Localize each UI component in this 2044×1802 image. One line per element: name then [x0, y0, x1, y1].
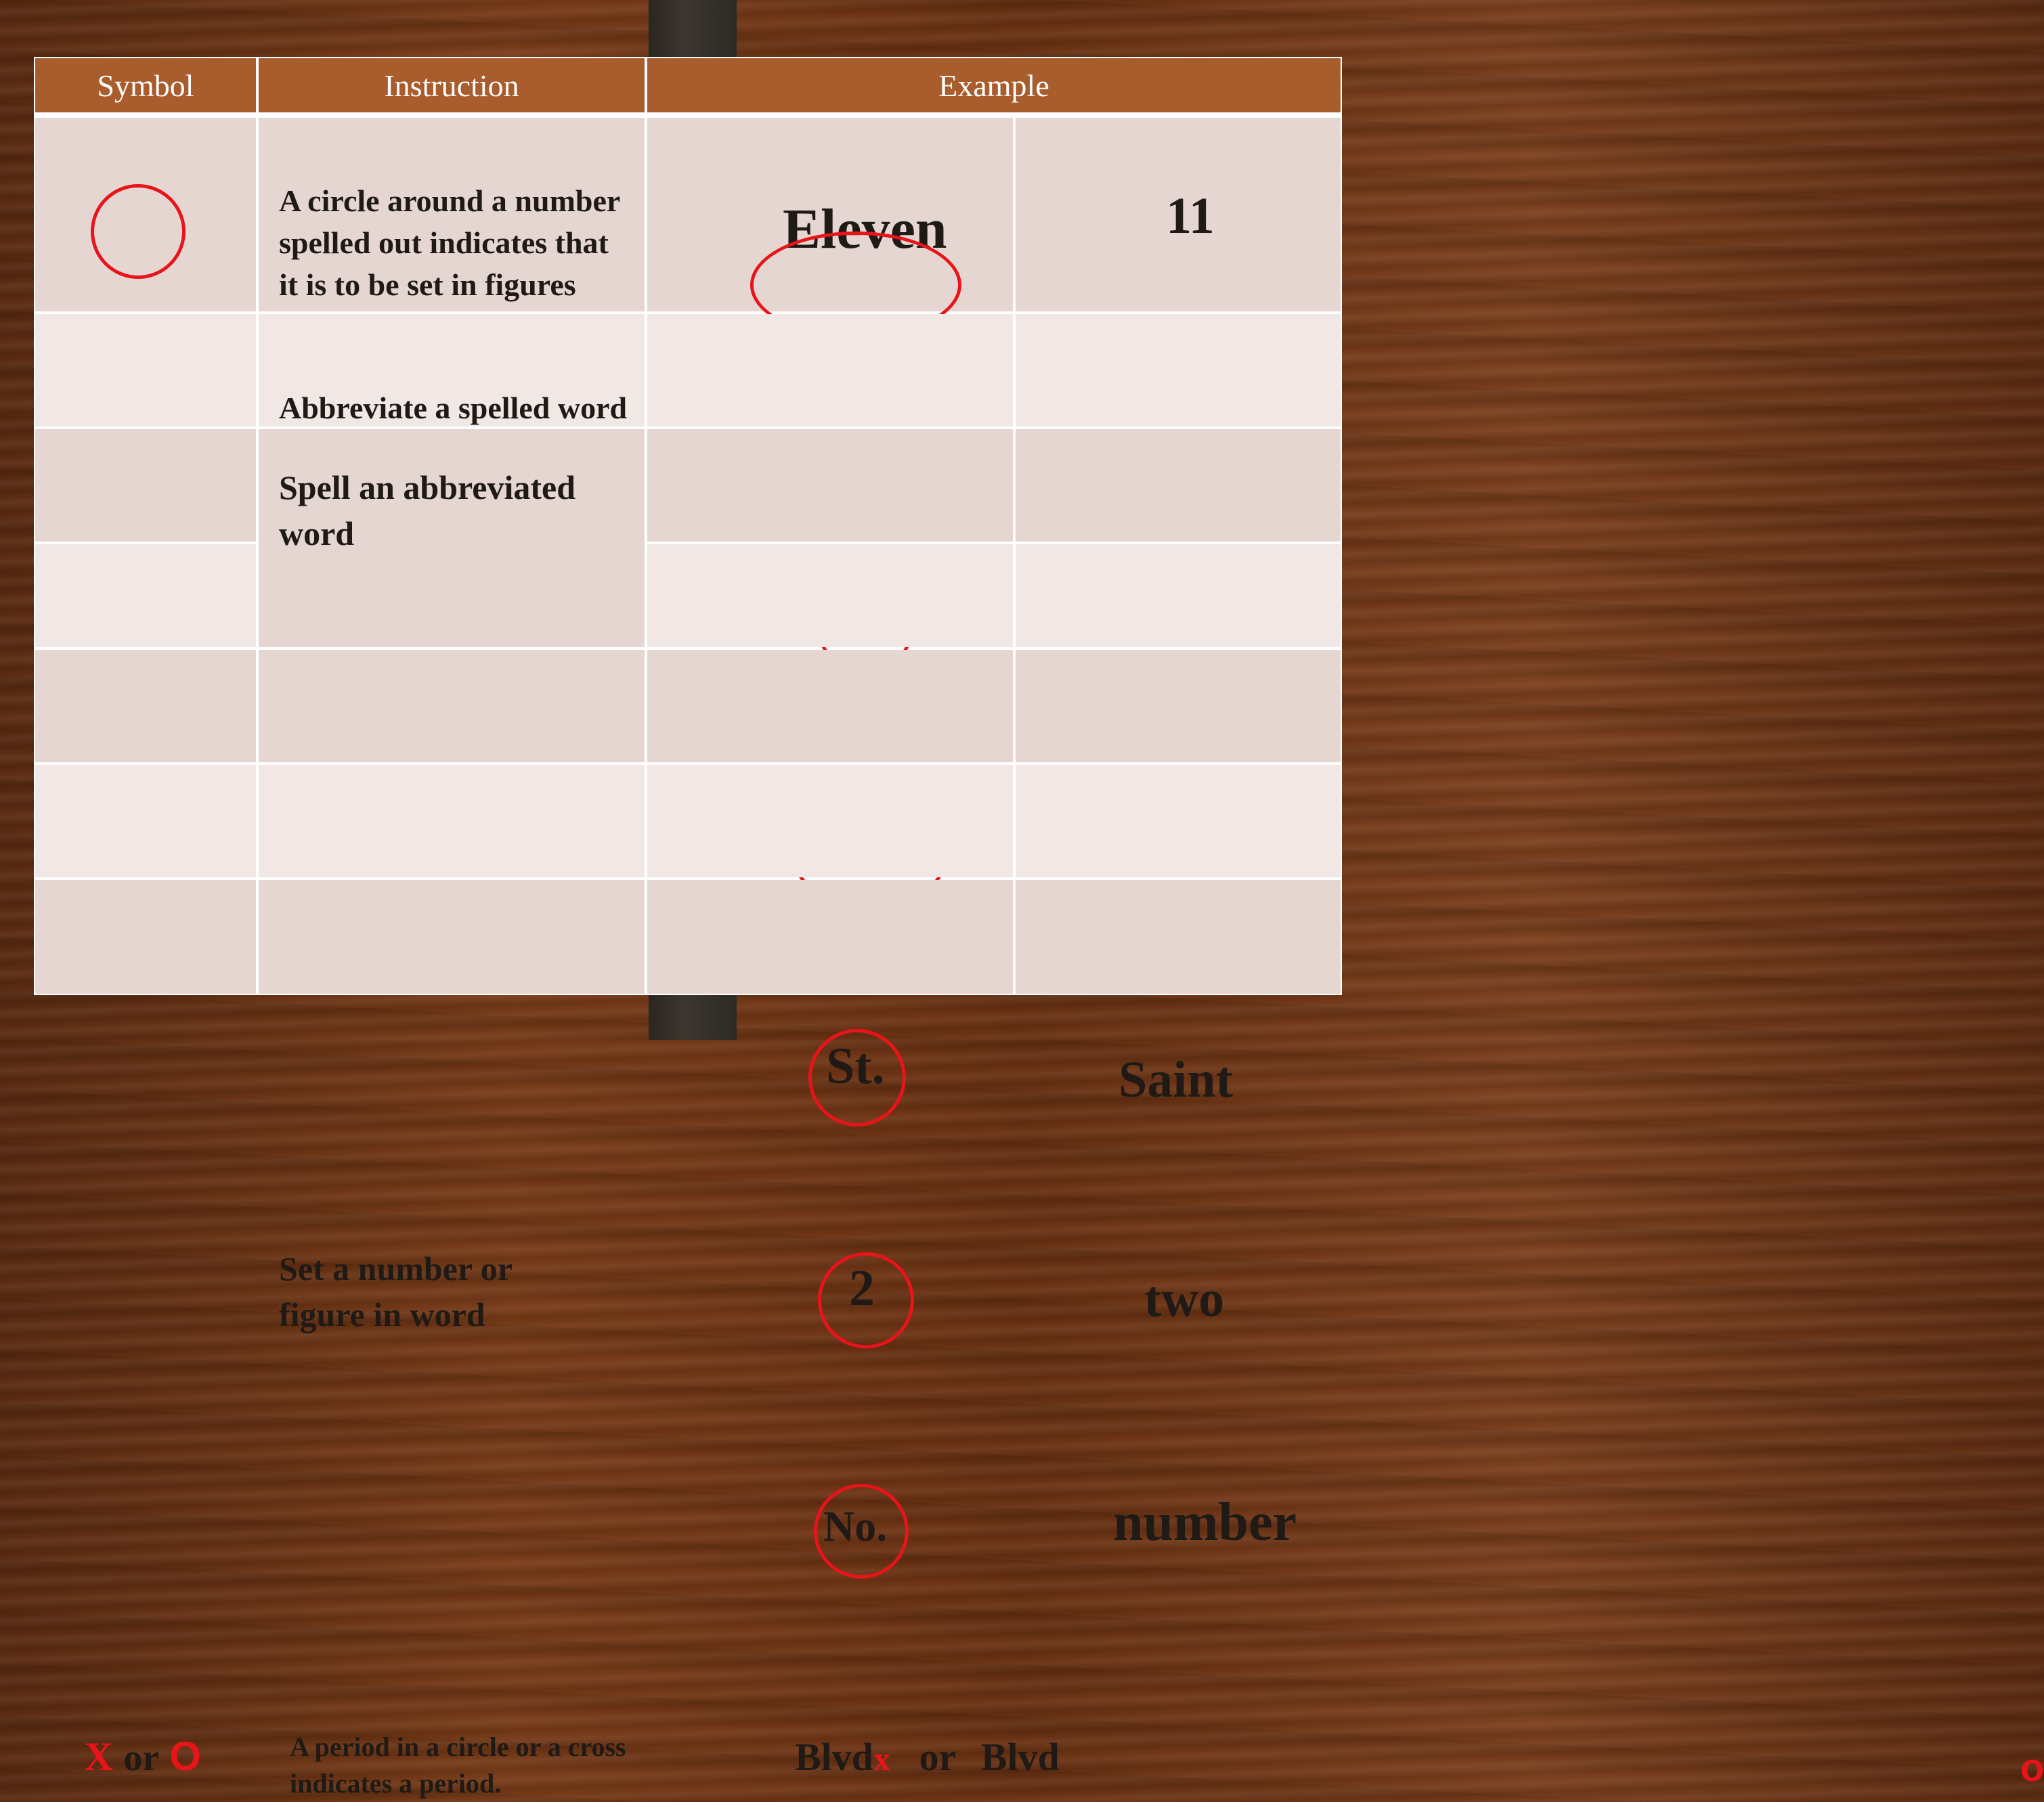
- row6-symbol-cell: [35, 880, 256, 1779]
- row3a-example-result-cell: [1016, 429, 1341, 542]
- row3-instruction-cell: [259, 429, 645, 647]
- row5-example-result: number: [1113, 1493, 1297, 1552]
- row2-instruction-cell: [259, 314, 645, 426]
- row5-instruction-cell: [259, 765, 645, 877]
- row1-instruction: A circle around a number spelled out indicates that it is to be set in figures: [279, 183, 620, 302]
- row3b-symbol-cell: [35, 544, 256, 647]
- example-or-label: or: [919, 1735, 957, 1779]
- circle-mark-icon: [808, 1029, 906, 1126]
- row1-example-marked: Eleven: [783, 198, 947, 261]
- row6-instruction: A period in a circle or a cross indicates a period.: [290, 1732, 626, 1799]
- row2-example-marked-cell: [647, 314, 1013, 426]
- row6-example: [795, 1734, 1060, 1780]
- proofreading-table: [34, 57, 2044, 1799]
- row3a-example-marked-cell: [647, 429, 1013, 542]
- circle-period-icon: O: [169, 1734, 201, 1779]
- example-word-1: Blvd: [795, 1735, 874, 1779]
- cross-mark-icon: x: [873, 1740, 891, 1778]
- row3-instruction: Spell an abbreviated word: [279, 468, 576, 552]
- row4-instruction: Set a number or figure in word: [279, 1250, 512, 1334]
- row4-instruction-cell: [259, 650, 645, 1334]
- circle-mark-icon: [818, 1252, 914, 1348]
- row1-example-result-cell: [1016, 118, 1341, 311]
- row2-symbol-cell: [35, 314, 256, 426]
- row3b-example-marked: St.: [826, 1038, 885, 1095]
- row4-symbol-cell: [35, 650, 256, 762]
- row1-example-marked-cell: [647, 118, 1013, 311]
- row4-example-marked: 2: [849, 1260, 875, 1317]
- row3b-example-marked-cell: [647, 544, 1013, 1095]
- row3b-example-result-cell: [1016, 544, 1341, 1108]
- header-symbol: Symbol: [35, 58, 256, 112]
- row3b-example-result: Saint: [1118, 1051, 1233, 1108]
- header-instruction: Instruction: [259, 58, 645, 112]
- row3a-symbol-cell: [35, 429, 256, 542]
- row4-example-result: two: [1144, 1271, 1225, 1327]
- row6-symbol: [84, 1733, 201, 1780]
- row1-symbol-cell: [35, 118, 256, 311]
- row1-example-result: 11: [1166, 188, 1215, 244]
- cross-mark-icon: X: [84, 1734, 114, 1779]
- row5-symbol-cell: [35, 765, 256, 877]
- row5-example-marked: No.: [823, 1502, 888, 1550]
- header-example: Example: [647, 58, 1341, 112]
- row1-instruction-cell: [259, 118, 645, 311]
- symbol-or-label: or: [123, 1737, 160, 1779]
- row2-example-result-cell: [1016, 314, 1341, 426]
- circle-period-icon: o: [2020, 1746, 2044, 1790]
- circle-mark-icon: [814, 1484, 909, 1579]
- example-word-2: Blvd: [980, 1735, 1060, 1779]
- circle-symbol-icon: [91, 184, 186, 279]
- row2-instruction: Abbreviate a spelled word: [279, 391, 628, 425]
